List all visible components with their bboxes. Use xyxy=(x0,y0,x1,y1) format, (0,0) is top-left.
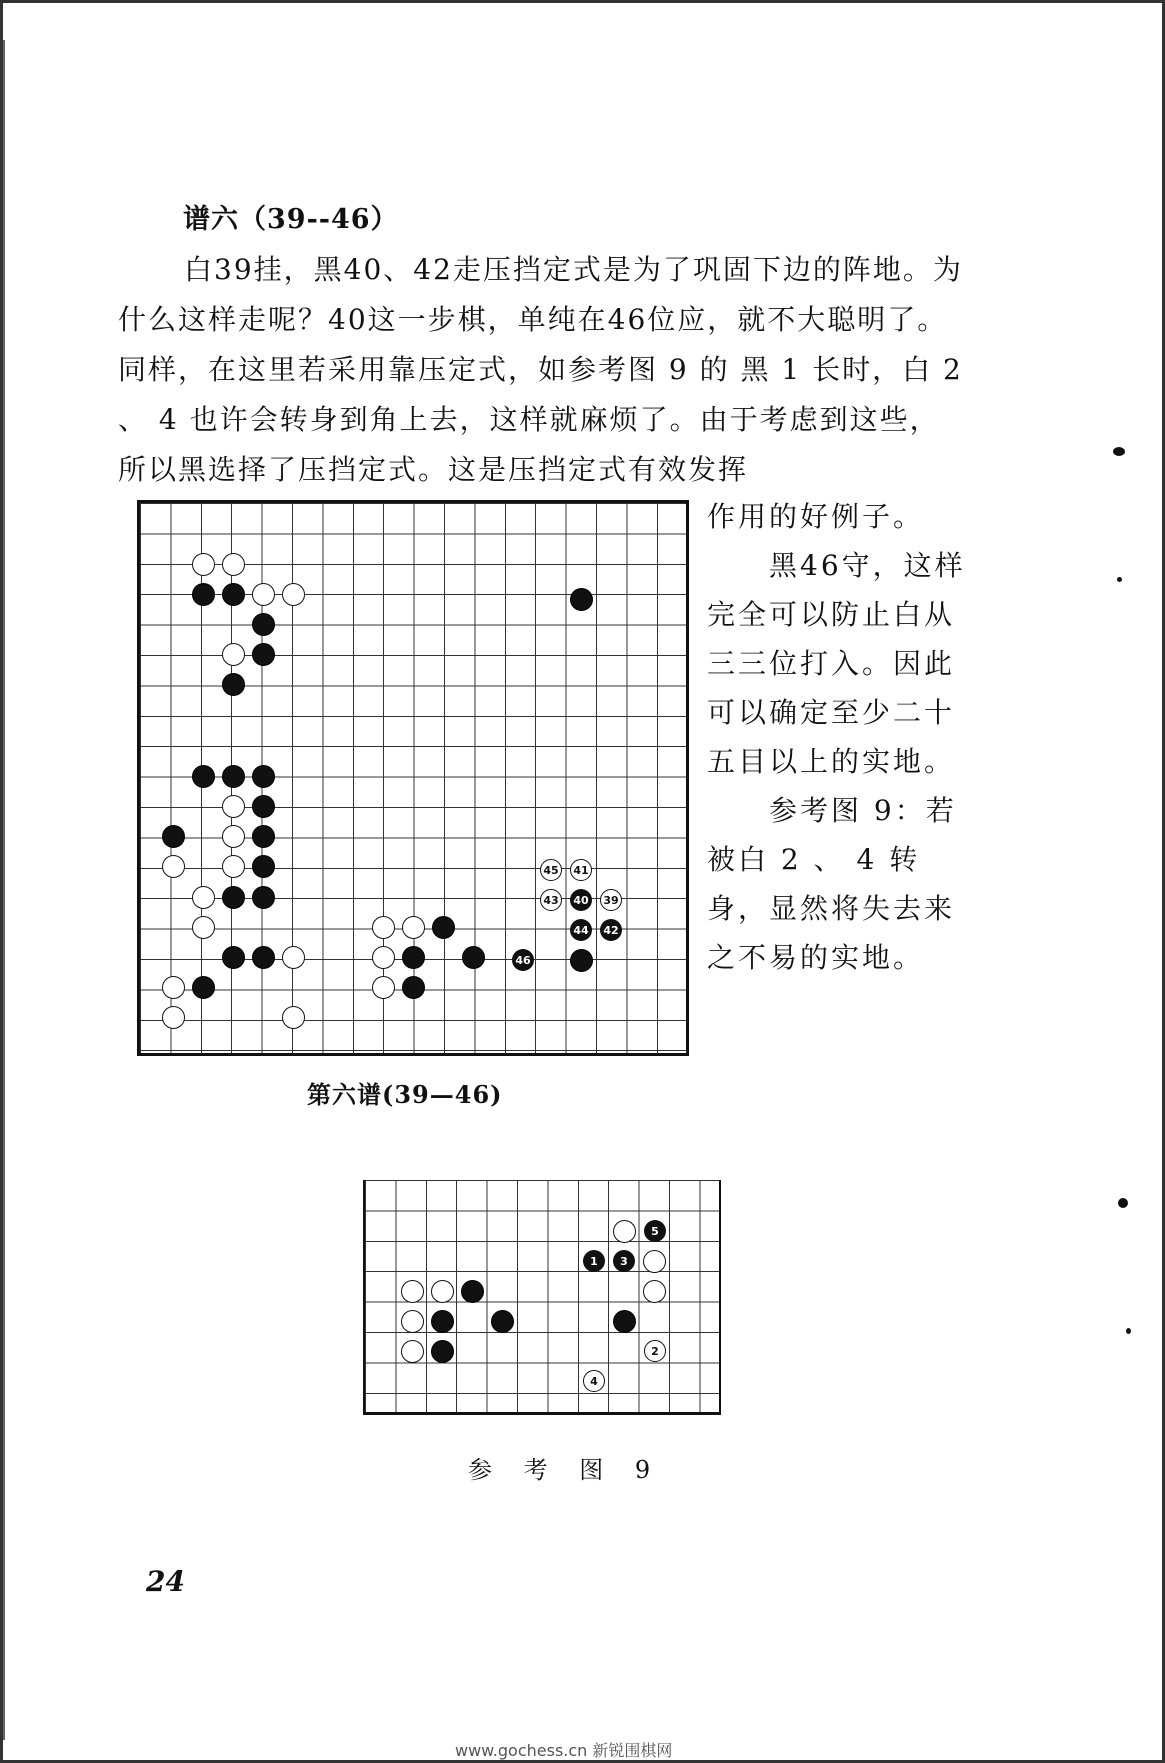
move-1-stone: 1 xyxy=(583,1250,605,1272)
white-stone xyxy=(643,1250,666,1273)
side-paragraph-3: 参考图 9：若被白 2 、 4 转身，显然将失去来之不易的实地。 xyxy=(707,794,957,974)
page-edge-line xyxy=(3,40,5,1740)
move-41-stone: 41 xyxy=(570,859,592,881)
black-stone xyxy=(613,1310,636,1333)
black-stone xyxy=(222,886,245,909)
black-stone xyxy=(431,1340,454,1363)
black-stone xyxy=(192,976,215,999)
white-stone xyxy=(372,946,395,969)
page-number: 24 xyxy=(146,1565,185,1598)
move-3-stone: 3 xyxy=(613,1250,635,1272)
white-stone xyxy=(222,855,245,878)
black-stone xyxy=(222,673,245,696)
move-46-stone: 46 xyxy=(512,949,534,971)
white-stone xyxy=(222,553,245,576)
side-text-column xyxy=(707,492,967,982)
white-stone xyxy=(162,855,185,878)
reference-9-caption: 参 考 图 9 xyxy=(468,1456,663,1484)
scan-speck xyxy=(1113,447,1125,456)
scan-speck xyxy=(1118,1198,1128,1208)
white-stone xyxy=(613,1220,636,1243)
black-stone xyxy=(491,1310,514,1333)
black-stone xyxy=(252,855,275,878)
black-stone xyxy=(402,946,425,969)
white-stone xyxy=(372,976,395,999)
side-paragraph-1: 作用的好例子。 xyxy=(707,500,925,533)
black-stone xyxy=(252,643,275,666)
section-heading: 谱六（39--46） xyxy=(183,204,399,235)
move-42-stone: 42 xyxy=(600,919,622,941)
move-2-stone: 2 xyxy=(644,1340,666,1362)
diagram-6-caption: 第六谱(39—46) xyxy=(307,1080,503,1109)
move-5-stone: 5 xyxy=(644,1220,666,1242)
black-stone xyxy=(222,583,245,606)
black-stone xyxy=(252,886,275,909)
move-40-stone: 40 xyxy=(570,889,592,911)
white-stone xyxy=(222,825,245,848)
white-stone xyxy=(222,643,245,666)
black-stone xyxy=(162,825,185,848)
white-stone xyxy=(401,1310,424,1333)
white-stone xyxy=(162,1006,185,1029)
white-stone xyxy=(192,886,215,909)
scan-speck xyxy=(1117,577,1122,582)
move-44-stone: 44 xyxy=(570,919,592,941)
white-stone xyxy=(643,1280,666,1303)
black-stone xyxy=(252,613,275,636)
white-stone xyxy=(162,976,185,999)
black-stone xyxy=(462,946,485,969)
move-43-stone: 43 xyxy=(540,889,562,911)
black-stone xyxy=(570,949,593,972)
black-stone xyxy=(192,765,215,788)
black-stone xyxy=(461,1280,484,1303)
white-stone xyxy=(282,1006,305,1029)
black-stone xyxy=(252,795,275,818)
white-stone xyxy=(252,583,275,606)
white-stone xyxy=(401,1280,424,1303)
black-stone xyxy=(252,946,275,969)
black-stone xyxy=(252,765,275,788)
white-stone xyxy=(372,916,395,939)
go-board-diagram-6 xyxy=(137,500,689,1056)
black-stone xyxy=(570,588,593,611)
black-stone xyxy=(402,976,425,999)
black-stone xyxy=(222,946,245,969)
move-39-stone: 39 xyxy=(600,889,622,911)
main-paragraph: 白39挂，黑40、42走压挡定式是为了巩固下边的阵地。为什么这样走呢？40这一步棋，单纯在46位应，就不大聪明了。同样，在这里若采用靠压定式，如参考图 9 的 黑 1 长时，白 2 、 4 也许会转身到角上去，这样就麻烦了。由于考虑到这些，所以黑选择了压挡定式。这是压挡定式有效发挥 xyxy=(118,253,963,486)
white-stone xyxy=(192,553,215,576)
black-stone xyxy=(431,1310,454,1333)
move-4-stone: 4 xyxy=(583,1370,605,1392)
white-stone xyxy=(222,795,245,818)
black-stone xyxy=(252,825,275,848)
black-stone xyxy=(432,916,455,939)
white-stone xyxy=(431,1280,454,1303)
go-board-reference-9 xyxy=(363,1180,721,1415)
move-45-stone: 45 xyxy=(540,859,562,881)
white-stone xyxy=(192,916,215,939)
footer-watermark: www.gochess.cn 新锐围棋网 xyxy=(455,1741,673,1760)
white-stone xyxy=(282,583,305,606)
side-paragraph-2: 黑46守，这样完全可以防止白从三三位打入。因此可以确定至少二十五目以上的实地。 xyxy=(707,549,966,778)
scan-speck xyxy=(1126,1328,1131,1334)
black-stone xyxy=(222,765,245,788)
white-stone xyxy=(282,946,305,969)
black-stone xyxy=(192,583,215,606)
white-stone xyxy=(401,1340,424,1363)
white-stone xyxy=(402,916,425,939)
